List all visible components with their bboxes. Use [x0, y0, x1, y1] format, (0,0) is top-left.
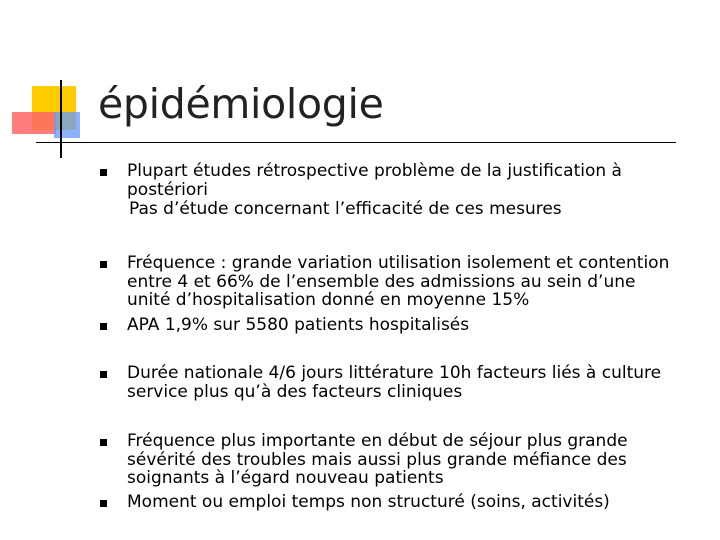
bullet-square-icon	[100, 439, 107, 446]
bullet-text	[127, 316, 697, 335]
bullet-square-icon	[100, 169, 107, 176]
bullet-text	[127, 254, 697, 310]
bullet-line: sévérité des troubles mais aussi plus grande méfiance des	[127, 449, 627, 470]
bullet-line: unité d’hospitalisation donné en moyenne 15%	[127, 290, 530, 310]
bullet-line: Moment ou emploi temps non structuré (soins, activités)	[127, 492, 610, 512]
bullet-line: postériori	[127, 179, 208, 200]
bullet-text	[127, 432, 697, 488]
bullet-text	[127, 364, 697, 401]
bullet-line: Fréquence : grande variation utilisation isolement et contention	[127, 253, 670, 273]
bullet-square-icon	[100, 323, 107, 330]
bullet-text	[127, 162, 697, 219]
bullet-line: Durée nationale 4/6 jours littérature 10h facteurs liés à culture	[127, 363, 662, 383]
bullet-line: entre 4 et 66% de l’ensemble des admissions au sein d’une	[127, 271, 636, 292]
bullet-text	[127, 493, 697, 512]
bullet-square-icon	[100, 371, 107, 378]
bullet-line: Plupart études rétrospective problème de la justification à	[127, 161, 622, 181]
bullet-square-icon	[100, 261, 107, 268]
bullet-line: soignants à l’égard nouveau patients	[127, 468, 444, 488]
bullet-square-icon	[100, 500, 107, 507]
slide-title: épidémiologie	[98, 80, 384, 128]
bullet-line: Fréquence plus importante en début de séjour plus grande	[127, 431, 628, 451]
bullet-line: Pas d’étude concernant l’efficacité de ces mesures	[129, 199, 562, 219]
bullet-line: APA 1,9% sur 5580 patients hospitalisés	[127, 315, 470, 335]
bullet-line: service plus qu’à des facteurs cliniques	[127, 381, 463, 402]
